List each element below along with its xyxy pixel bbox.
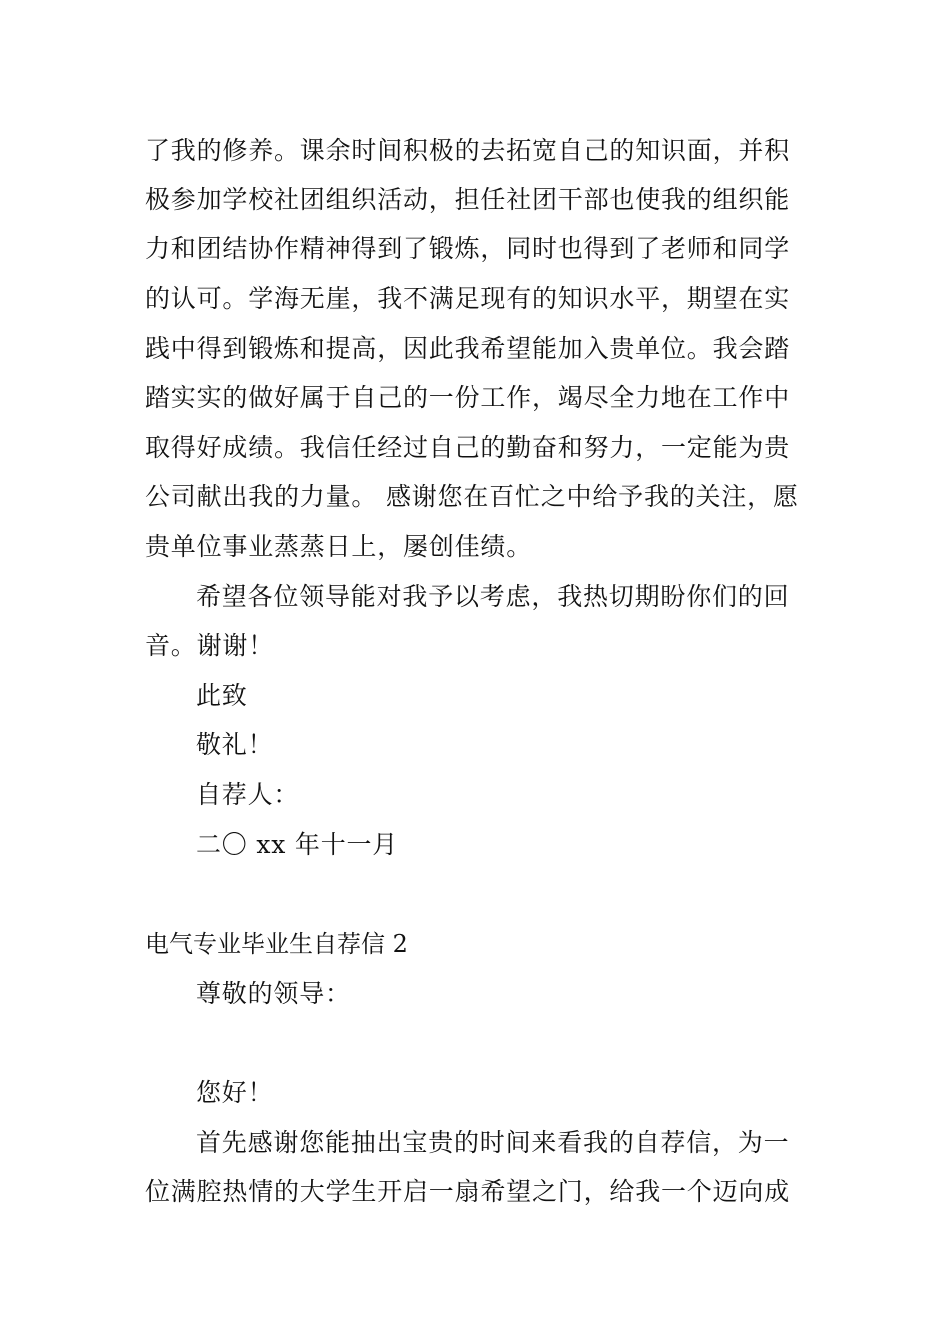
body-text-line: 首先感谢您能抽出宝贵的时间来看我的自荐信，为一 xyxy=(196,1128,790,1157)
body-text-line: 践中得到锻炼和提高，因此我希望能加入贵单位。我会踏 xyxy=(145,334,791,363)
greeting: 您好！ xyxy=(196,1078,274,1107)
body-text-line: 贵单位事业蒸蒸日上，屡创佳绩。 xyxy=(145,532,533,561)
letter-title: 电气专业毕业生自荐信 2 xyxy=(145,930,408,958)
closing-line: 敬礼！ xyxy=(196,730,274,759)
salutation: 尊敬的领导： xyxy=(196,979,351,1008)
signature-label: 自荐人： xyxy=(196,780,300,809)
body-text-line: 力和团结协作精神得到了锻炼，同时也得到了老师和同学 xyxy=(145,234,791,263)
body-text-line: 公司献出我的力量。 感谢您在百忙之中给予我的关注，愿 xyxy=(145,482,799,511)
date-line: 二〇 xx 年十一月 xyxy=(196,830,399,859)
body-text-line: 希望各位领导能对我予以考虑，我热切期盼你们的回 xyxy=(196,582,790,611)
body-text-line: 取得好成绩。我信任经过自己的勤奋和努力，一定能为贵 xyxy=(145,433,791,462)
body-text-line: 位满腔热情的大学生开启一扇希望之门，给我一个迈向成 xyxy=(145,1177,791,1206)
closing-line: 此致 xyxy=(196,681,248,710)
body-text-line: 了我的修养。课余时间积极的去拓宽自己的知识面，并积 xyxy=(145,136,791,165)
body-text-line: 音。谢谢！ xyxy=(145,631,275,660)
body-text-line: 极参加学校社团组织活动，担任社团干部也使我的组织能 xyxy=(145,185,791,214)
body-text-line: 踏实实的做好属于自己的一份工作，竭尽全力地在工作中 xyxy=(145,383,791,412)
body-text-line: 的认可。学海无崖，我不满足现有的知识水平，期望在实 xyxy=(145,284,791,313)
